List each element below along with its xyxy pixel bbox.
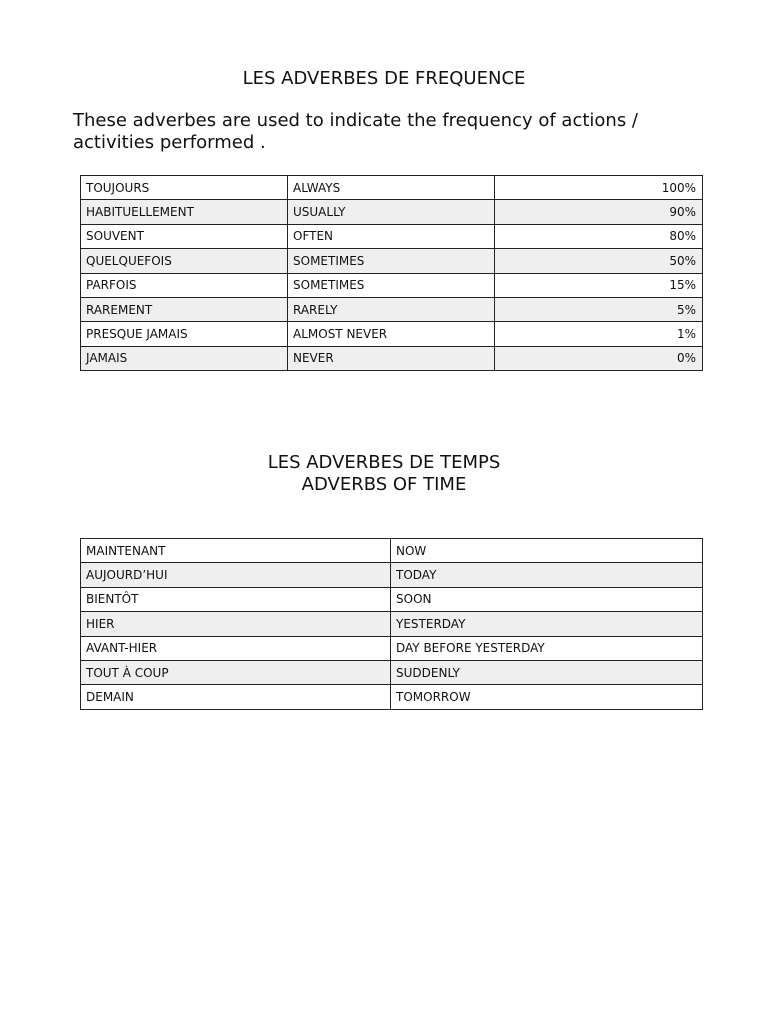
french-cell: HIER [81, 612, 391, 636]
table-row [81, 176, 703, 200]
frequency-table [80, 175, 703, 371]
french-cell: RAREMENT [81, 297, 288, 321]
french-cell: PARFOIS [81, 273, 288, 297]
percent-cell: 0% [495, 346, 703, 370]
english-cell: RARELY [288, 297, 495, 321]
french-cell: TOUT À COUP [81, 660, 391, 684]
english-cell: SOMETIMES [288, 273, 495, 297]
french-cell: PRESQUE JAMAIS [81, 322, 288, 346]
french-cell: AVANT-HIER [81, 636, 391, 660]
english-cell: NEVER [288, 346, 495, 370]
english-cell: NOW [391, 539, 703, 563]
time-title-line-1: LES ADVERBES DE TEMPS [267, 452, 501, 473]
english-cell: DAY BEFORE YESTERDAY [391, 636, 703, 660]
french-cell: AUJOURD’HUI [81, 563, 391, 587]
percent-cell: 5% [495, 297, 703, 321]
percent-cell: 90% [495, 200, 703, 224]
english-cell: YESTERDAY [391, 612, 703, 636]
english-cell: ALWAYS [288, 176, 495, 200]
table-row [81, 660, 703, 684]
percent-cell: 1% [495, 322, 703, 346]
percent-cell: 100% [495, 176, 703, 200]
english-cell: SOMETIMES [288, 249, 495, 273]
table-row [81, 539, 703, 563]
french-cell: MAINTENANT [81, 539, 391, 563]
percent-cell: 50% [495, 249, 703, 273]
table-row [81, 273, 703, 297]
table-row [81, 224, 703, 248]
french-cell: DEMAIN [81, 685, 391, 709]
table-row [81, 322, 703, 346]
frequency-title: LES ADVERBES DE FREQUENCE [242, 68, 526, 89]
table-row [81, 563, 703, 587]
table-row [81, 249, 703, 273]
english-cell: ALMOST NEVER [288, 322, 495, 346]
french-cell: SOUVENT [81, 224, 288, 248]
english-cell: USUALLY [288, 200, 495, 224]
french-cell: QUELQUEFOIS [81, 249, 288, 273]
english-cell: TODAY [391, 563, 703, 587]
table-row [81, 297, 703, 321]
english-cell: OFTEN [288, 224, 495, 248]
english-cell: SOON [391, 587, 703, 611]
table-row [81, 346, 703, 370]
table-row [81, 685, 703, 709]
table-row [81, 612, 703, 636]
french-cell: TOUJOURS [81, 176, 288, 200]
english-cell: SUDDENLY [391, 660, 703, 684]
frequency-intro [73, 110, 713, 154]
table-row [81, 200, 703, 224]
table-row [81, 636, 703, 660]
percent-cell: 80% [495, 224, 703, 248]
english-cell: TOMORROW [391, 685, 703, 709]
time-title-line-2: ADVERBS OF TIME [301, 474, 467, 495]
percent-cell: 15% [495, 273, 703, 297]
table-row [81, 587, 703, 611]
french-cell: HABITUELLEMENT [81, 200, 288, 224]
time-title [0, 452, 768, 496]
intro-line-2: activities performed . [73, 132, 266, 153]
time-table [80, 538, 703, 710]
french-cell: JAMAIS [81, 346, 288, 370]
french-cell: BIENTÔT [81, 587, 391, 611]
intro-line-1: These adverbes are used to indicate the frequency of actions / [73, 110, 638, 131]
